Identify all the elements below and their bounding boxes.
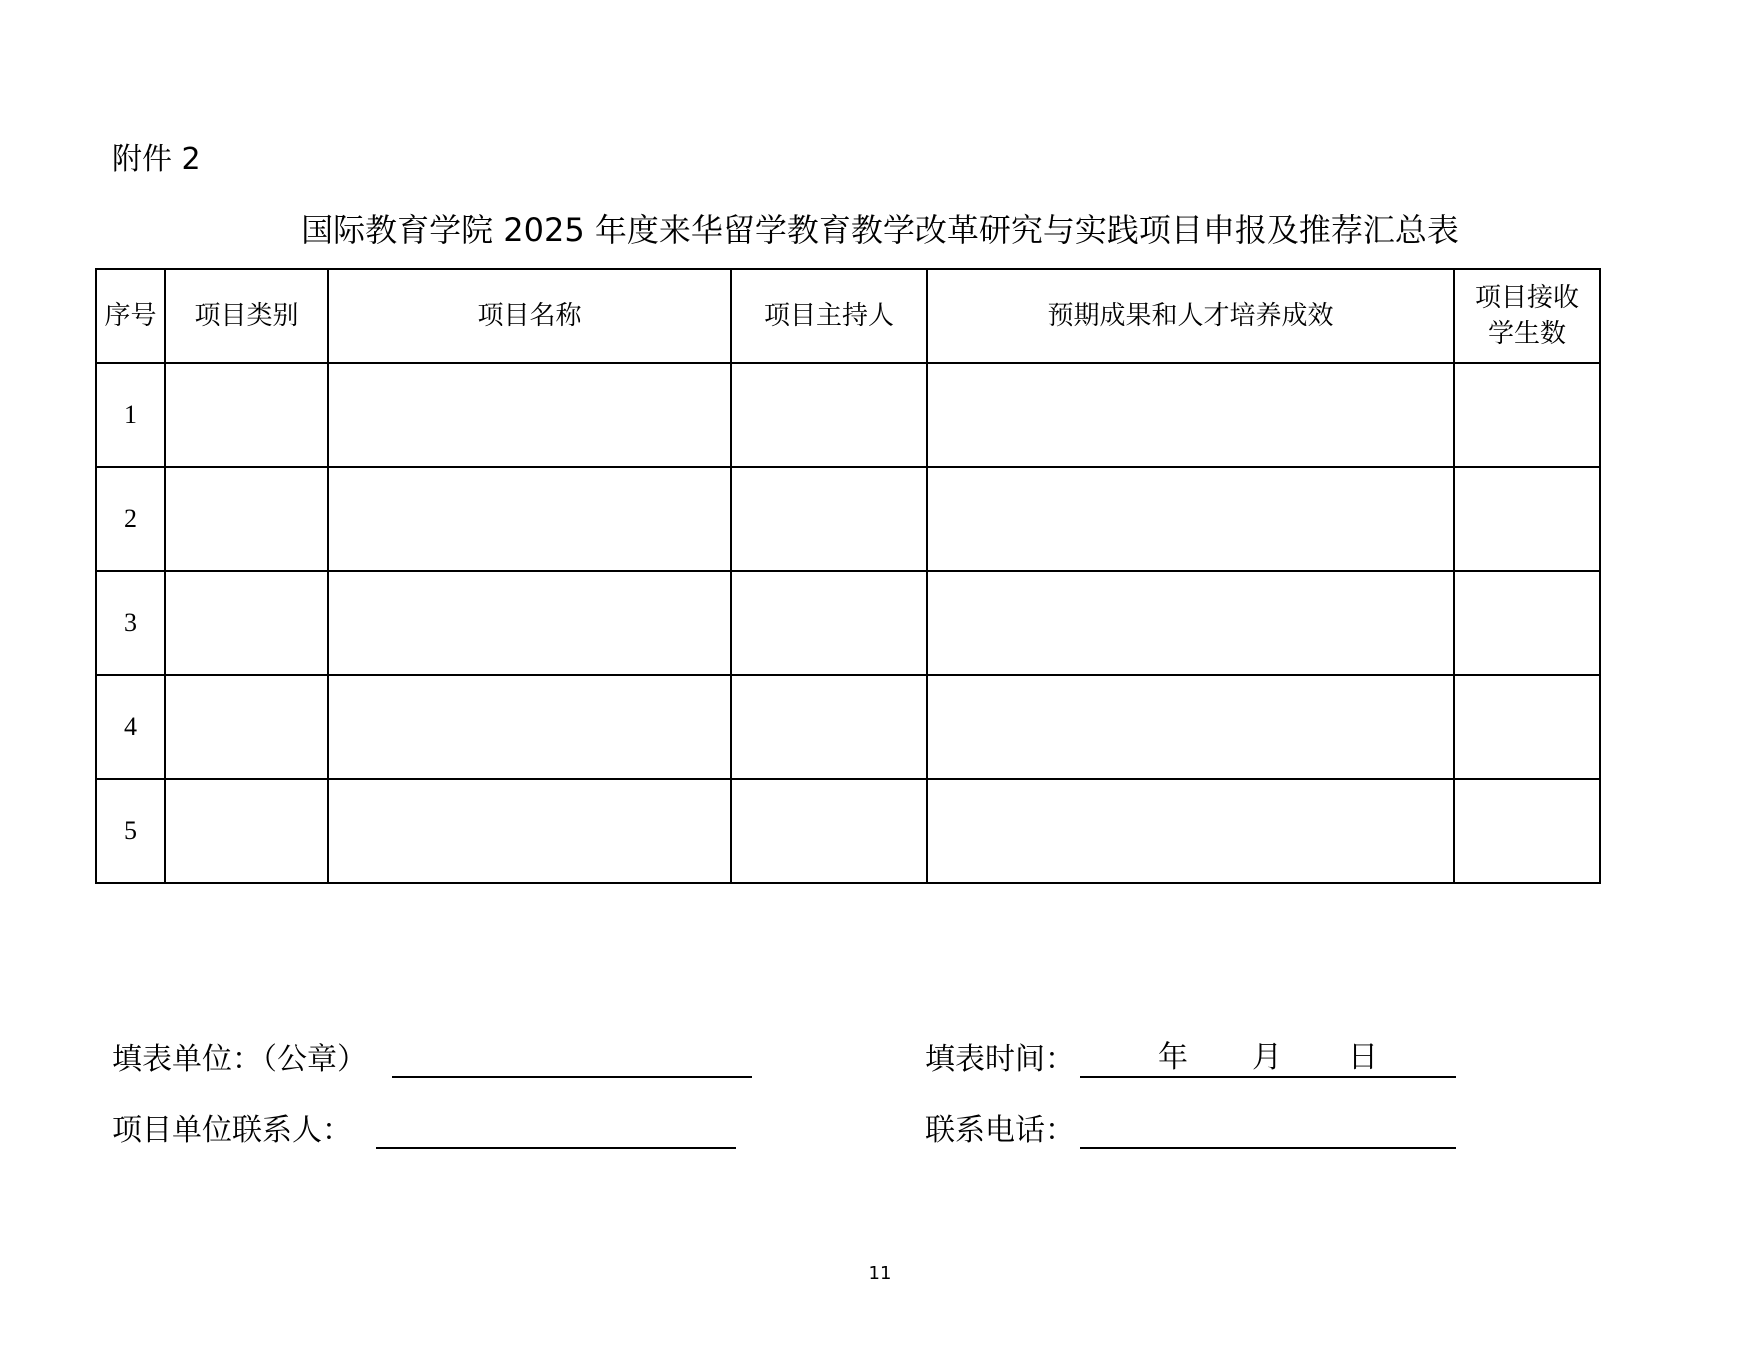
- category-cell[interactable]: [165, 467, 328, 571]
- host-cell[interactable]: [731, 779, 927, 883]
- students-cell[interactable]: [1454, 571, 1600, 675]
- category-cell[interactable]: [165, 571, 328, 675]
- outcomes-cell[interactable]: [927, 571, 1454, 675]
- host-cell[interactable]: [731, 675, 927, 779]
- outcomes-cell[interactable]: [927, 779, 1454, 883]
- row-number: 5: [96, 779, 165, 883]
- unit-blank-line[interactable]: [392, 1038, 752, 1078]
- category-cell[interactable]: [165, 779, 328, 883]
- table-row: [96, 675, 1600, 779]
- row-number: 3: [96, 571, 165, 675]
- name-cell[interactable]: [328, 779, 731, 883]
- row-number: 4: [96, 675, 165, 779]
- header-category: 项目类别: [165, 269, 328, 363]
- host-cell[interactable]: [731, 363, 927, 467]
- header-students-line2: 学生数: [1487, 319, 1566, 349]
- header-name: 项目名称: [328, 269, 731, 363]
- name-cell[interactable]: [328, 675, 731, 779]
- contact-label: 项目单位联系人：: [112, 1113, 352, 1148]
- host-cell[interactable]: [731, 467, 927, 571]
- unit-label: 填表单位：（公章）: [112, 1042, 367, 1077]
- category-cell[interactable]: [165, 363, 328, 467]
- day-label: 日: [1348, 1040, 1378, 1075]
- time-label: 填表时间：: [925, 1042, 1075, 1077]
- header-host: 项目主持人: [731, 269, 927, 363]
- name-cell[interactable]: [328, 467, 731, 571]
- host-cell[interactable]: [731, 571, 927, 675]
- page-number: 11: [868, 1263, 892, 1284]
- outcomes-cell[interactable]: [927, 467, 1454, 571]
- row-number: 1: [96, 363, 165, 467]
- row-number: 2: [96, 467, 165, 571]
- name-cell[interactable]: [328, 571, 731, 675]
- header-students-line1: 项目接收: [1474, 283, 1579, 313]
- table-row: [96, 467, 1600, 571]
- outcomes-cell[interactable]: [927, 363, 1454, 467]
- date-fields: [1080, 1038, 1456, 1078]
- header-outcomes: 预期成果和人才培养成效: [927, 269, 1454, 363]
- category-cell[interactable]: [165, 675, 328, 779]
- contact-blank-line[interactable]: [376, 1109, 736, 1149]
- students-cell[interactable]: [1454, 675, 1600, 779]
- year-label: 年: [1158, 1040, 1188, 1075]
- header-seq: 序号: [96, 269, 165, 363]
- outcomes-cell[interactable]: [927, 675, 1454, 779]
- summary-table: [95, 268, 1601, 884]
- attachment-label: 附件 2: [112, 142, 201, 177]
- table-row: [96, 571, 1600, 675]
- phone-blank-line[interactable]: [1080, 1109, 1456, 1149]
- name-cell[interactable]: [328, 363, 731, 467]
- header-students: [1454, 269, 1600, 363]
- phone-label: 联系电话：: [925, 1113, 1075, 1148]
- students-cell[interactable]: [1454, 363, 1600, 467]
- table-row: [96, 779, 1600, 883]
- month-label: 月: [1252, 1040, 1282, 1075]
- students-cell[interactable]: [1454, 779, 1600, 883]
- students-cell[interactable]: [1454, 467, 1600, 571]
- table-header-row: [96, 269, 1600, 363]
- page-title: 国际教育学院 2025 年度来华留学教育教学改革研究与实践项目申报及推荐汇总表: [301, 211, 1459, 249]
- table-row: [96, 363, 1600, 467]
